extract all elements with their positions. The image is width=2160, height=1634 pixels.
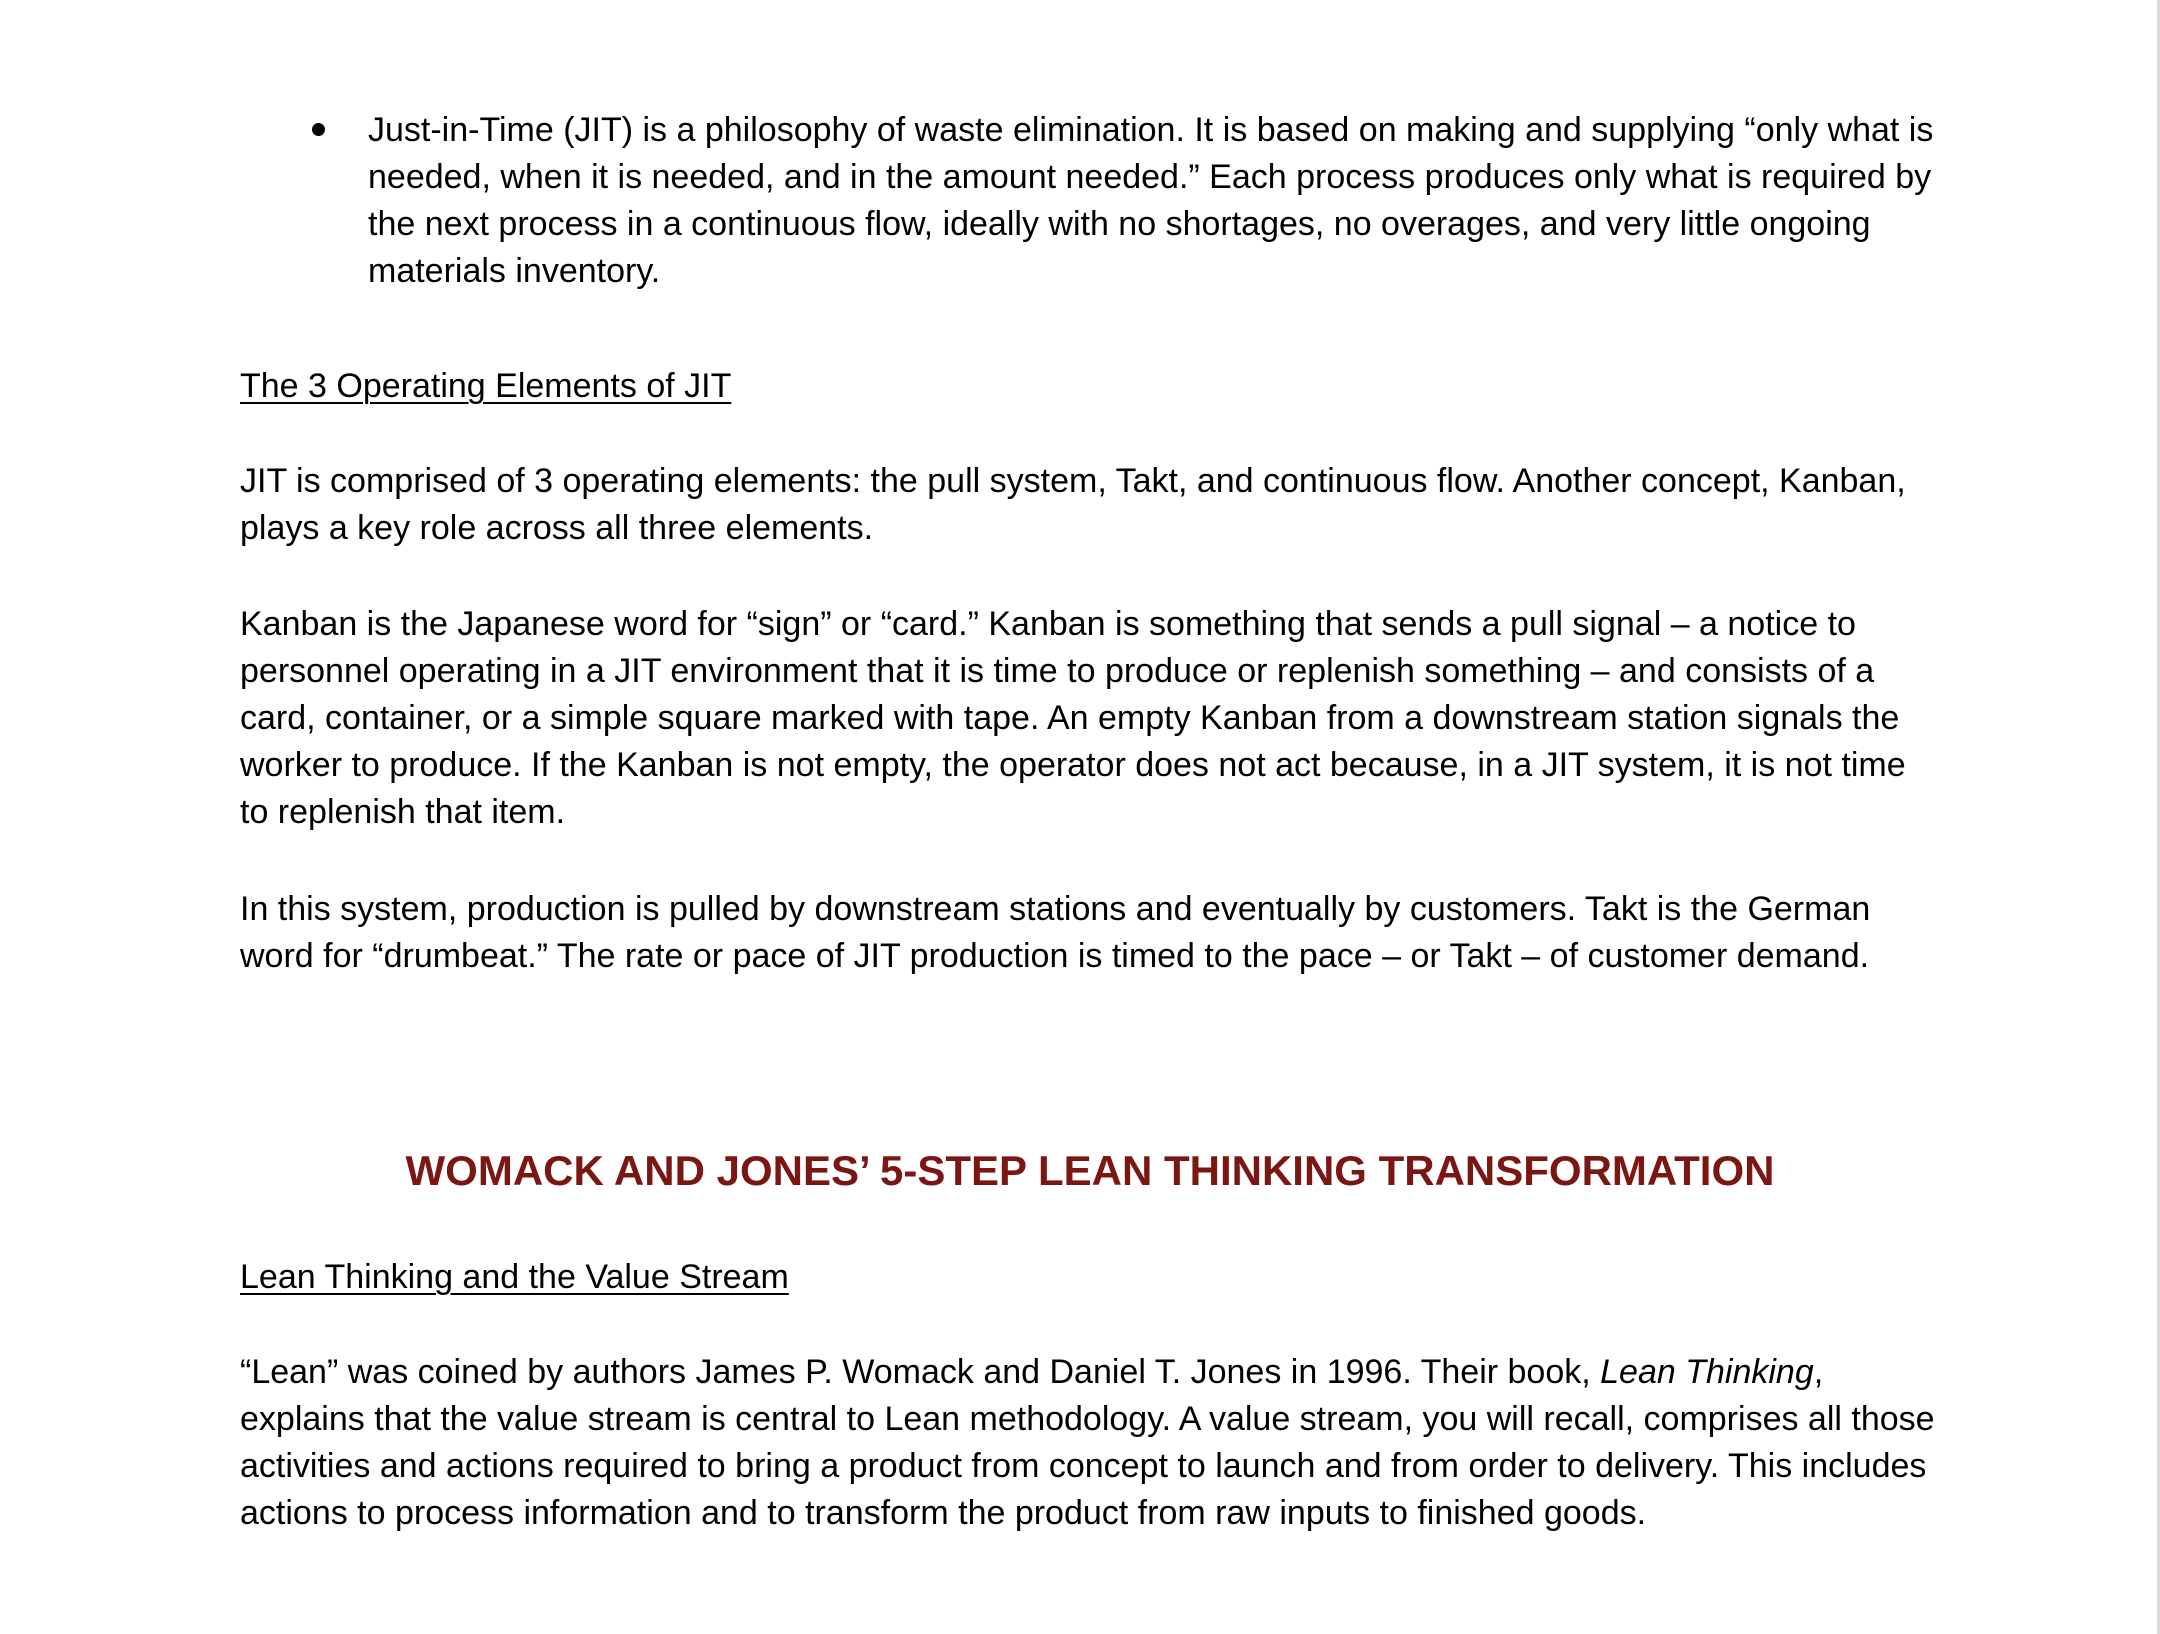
heading-operating-elements: The 3 Operating Elements of JIT [240, 367, 732, 405]
paragraph-kanban: Kanban is the Japanese word for “sign” or “card.” Kanban is something that sends a pull signal – a notice to personnel operating in a JIT environment that it is time to produce or replenish something – and consists of a card, container, or a simple square marked with tape. An empty Kanban from a downstream station signals the worker to produce. If the Kanban is not empty, the operator does not act because, in a JIT system, it is not time to replenish that item. [240, 605, 1906, 831]
bullet-icon [312, 123, 325, 136]
heading-value-stream: Lean Thinking and the Value Stream [240, 1258, 789, 1296]
lean-text-part2: , explains that the value stream is central to Lean methodology. A value stream, you will recall, comprises all those activities and actions required to bring a product from concept to launch and from order to delivery. This includes actions to process information and to transform the product from raw inputs to finished goods. [240, 1353, 1935, 1532]
lean-text-part1: “Lean” was coined by authors James P. Womack and Daniel T. Jones in 1996. Their book, [240, 1353, 1601, 1391]
bullet-text-jit: Just-in-Time (JIT) is a philosophy of waste elimination. It is based on making and supplying “only what is needed, when it is needed, and in the amount needed.” Each process produces only what is required by the next process in a continuous flow, ideally with no shortages, no overages, and very little ongoing materials inventory. [368, 111, 1934, 290]
paragraph-operating-elements: JIT is comprised of 3 operating elements: the pull system, Takt, and continuous flow. Another concept, Kanban, plays a key role across all three elements. [240, 462, 1906, 547]
paragraph-takt: In this system, production is pulled by downstream stations and eventually by customers. Takt is the German word for “drumbeat.” The rate or pace of JIT production is timed to the pace – or Takt – of customer demand. [240, 890, 1871, 975]
section-title-lean-transformation: WOMACK AND JONES’ 5-STEP LEAN THINKING TRANSFORMATION [405, 1147, 1775, 1194]
paragraph-lean-value-stream [240, 1349, 1940, 1537]
book-title-lean-thinking: Lean Thinking [1600, 1353, 1814, 1391]
